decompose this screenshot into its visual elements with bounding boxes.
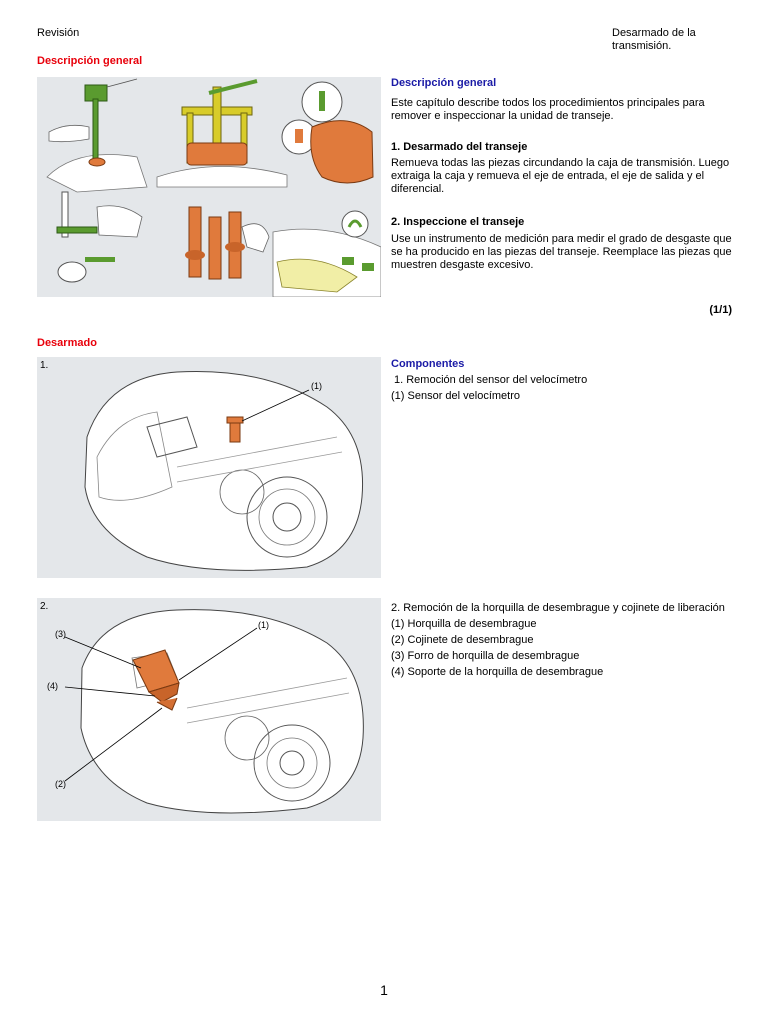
header-title-line1: Desarmado de la (612, 27, 696, 39)
step1-title: 1. Desarmado del transeje (391, 141, 528, 153)
figure-1-number: 1. (40, 360, 49, 371)
figure-2-callout-2: (2) (55, 779, 66, 789)
figure-2-callout-4: (4) (47, 681, 58, 691)
header-title-line2: transmisión. (612, 40, 672, 52)
page-number: 1 (380, 982, 388, 998)
transmission-drawing-2 (37, 598, 381, 821)
transmission-drawing-1 (37, 357, 381, 578)
figure-2-number: 2. (40, 601, 49, 612)
header-revision: Revisión (37, 27, 80, 39)
section-title-descripcion: Descripción general (37, 55, 143, 67)
figure-2-caption: 2. Remoción de la horquilla de desembrague y cojinete de liberación (391, 602, 725, 614)
figure-2-callout-3: (3) (55, 629, 66, 639)
figure-2-item: (2) Cojinete de desembrague (391, 634, 534, 646)
figure-2-item: (4) Soporte de la horquilla de desembrague (391, 666, 604, 678)
overview-drawing (37, 77, 381, 297)
page-indicator: (1/1) (709, 304, 732, 316)
figure-2-legend (391, 602, 736, 682)
figure-1-caption: 1. Remoción del sensor del velocímetro (394, 374, 588, 386)
section-title-desarmado: Desarmado (37, 337, 97, 349)
section-heading-componentes: Componentes (391, 358, 465, 370)
step1-paragraph: Remueva todas las piezas circundando la caja de transmisión. Luego extraiga la caja y remueva el eje de entrada, el eje de salida y el diferencial. (391, 157, 730, 195)
figure-1-item: (1) Sensor del velocímetro (391, 390, 520, 402)
figure-2-clutch-fork (37, 598, 381, 821)
header-title (612, 27, 732, 53)
section-heading-descripcion: Descripción general (391, 77, 497, 89)
figure-2-item: (3) Forro de horquilla de desembrague (391, 650, 580, 662)
step2-paragraph: Use un instrumento de medición para medir el grado de desgaste que se ha producido en las piezas del transeje. Reemplace las piezas que muestren desgaste excesivo. (391, 233, 732, 271)
figure-1-speedometer-sensor (37, 357, 381, 578)
figure-1-callout-1: (1) (311, 381, 322, 391)
figure-1-legend (391, 374, 736, 406)
figure-2-callout-1: (1) (258, 620, 269, 630)
overview-illustration (37, 77, 381, 297)
intro-paragraph: Este capítulo describe todos los procedimientos principales para remover e inspeccionar la unidad de transeje. (391, 97, 705, 122)
figure-2-item: (1) Horquilla de desembrague (391, 618, 537, 630)
step2-title: 2. Inspeccione el transeje (391, 216, 525, 228)
